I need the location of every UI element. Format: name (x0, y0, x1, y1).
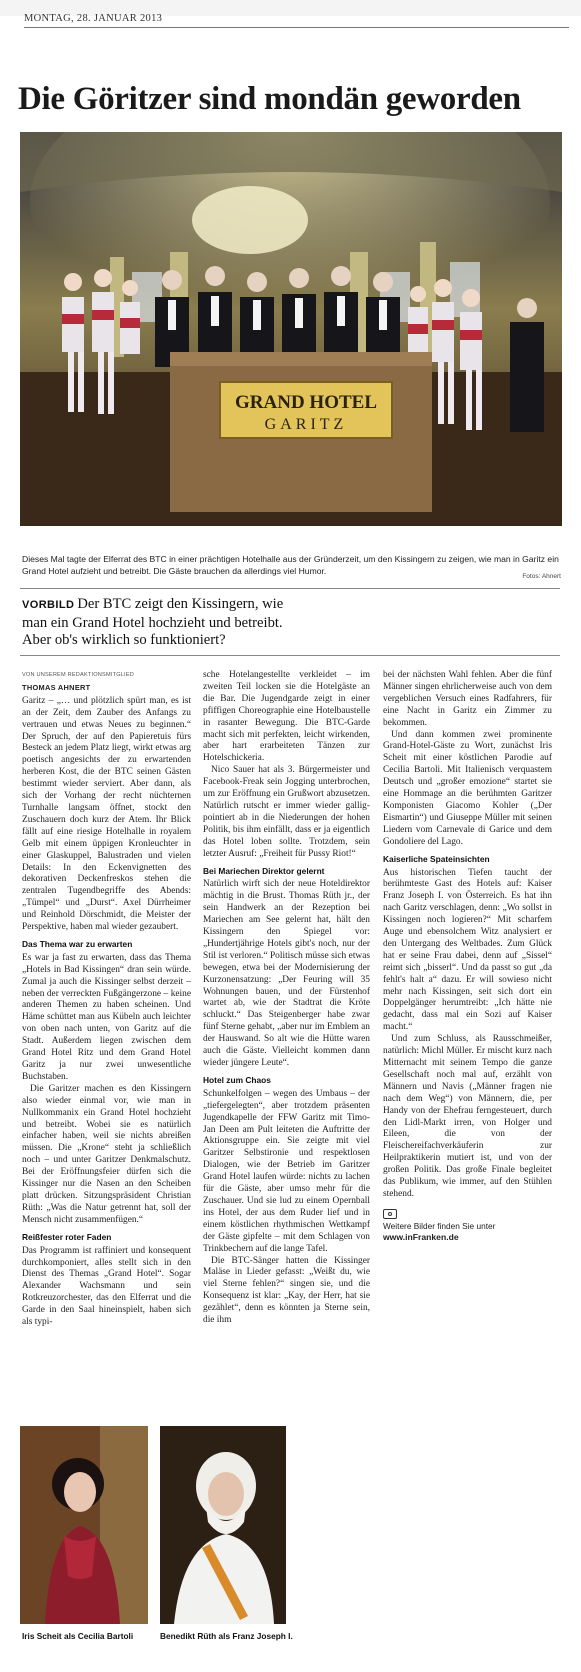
paragraph: Es war ja fast zu erwarten, dass das Thema „Hotels in Bad Kissingen“ dran sein würde. Zumal ja auch die Kissinger selbst derzeit – neben der verreckten Fußgängerzone – keine anderen Themen zu haben scheinen. Und Häme schüttet man aus Kübeln auch leichter von oben nach unten, von Garitz auf die Stadt. Außerdem liegen zwischen dem Grand Hotel Ritz und dem Grand Hotel Garitz ja nur zwei unwesentliche Buchstaben. (22, 952, 191, 1082)
sign-line-1: GRAND HOTEL (235, 392, 377, 413)
article-column-3 (383, 670, 552, 1243)
more-photos-label: Weitere Bilder finden Sie unter (383, 1220, 496, 1231)
paragraph: Garitz – „… und plötzlich spürt man, es ist an der Zeit, dem Zauber des Anfangs zu vertrauen und etwas Neues zu beginnen.“ Der Spruch, der auf den Papieretuis fürs Besteck an jedem Platz liegt, wirkt etwas arg poetisch angesichts der zu erwartenden herberen Kost, die der BTC seinen Gästen bestimmt wieder serviert. Aber dann, als sich der Vorhang der recht nüchternen Turnhalle langsam öffnet, stockt den Zuschauern doch kurz der Atem. Ihr Blick fällt auf eine riesige Hotelhalle in royalem Gelb mit einem üppigen Kronleuchter in einer Glaskuppel, Balustraden und vielen Details: In den Eckenvignetten des dekorativen Deckenfreskos stehen die zentralen Tugendbegriffe des Abends: „Tümpel“ und „Durst“. Axel Dürrheimer und Reinhold Dörschmidt, die Meister der Perspektive, haben mal wieder gezaubert. (22, 695, 191, 933)
paragraph: sche Hotelangestellte verkleidet – im zweiten Teil locken sie die Hotelgäste an die Bar. Die Jugendgarde zeigt in einer pfiffigen Choreographie eine Hotelbaustelle in rasanter Bewegung. Die BTC-Garde macht sich mit perfekten, leicht wirkenden, aber hart erarbeiteten Tänzen zur Hotelschickeria. (203, 670, 370, 764)
subheading: Hotel zum Chaos (203, 1074, 271, 1085)
issue-date: MONTAG, 28. JANUAR 2013 (24, 10, 569, 28)
stage-illustration (20, 132, 562, 526)
article-column-1 (22, 670, 191, 1329)
photo-caption: Benedikt Rüth als Franz Joseph I. (160, 1631, 293, 1641)
paragraph: Schunkelfolgen – wegen des Umbaus – der „tiefergelegten“, aber trotzdem präsenten Jugendkapelle der FFW Garitz mit Timo-Jan Deen am Pult leiteten die Auftritte der Aktionsgruppe ein. Sie zeigte mit viel Garitzer Selbstironie und respektlosen Dialogen, wie der Betrieb im Garitzer Grand Hotel laufen würde: nichts zu lachen für die Gäste, aber umso mehr für die Zuschauer. Und sie lud zu einem Opernball ins Hotel, der aus dem Ruder lief und in einem köstlichen rhythmischen Wettkampf der Gäste gipfelte – mit dem Schlagen von Trinkbechern auf die lange Tafel. (203, 1088, 370, 1254)
byline-label: VON UNSEREM REDAKTIONSMITGLIED (22, 672, 134, 678)
subheading: Kaiserliche Spateinsichten (383, 853, 490, 864)
byline-author: THOMAS AHNERT (22, 682, 91, 692)
photo-caption: Iris Scheit als Cecilia Bartoli (22, 1631, 134, 1641)
paragraph: Die BTC-Sänger hatten die Kissinger Maläse in Lieder gefasst: „Weißt du, wie viel Sterne fehlen?“ singen sie, und die Konsequenz ist klar: „Kay, der Herr, hat sie gezählet“, denn es könnten ja Sterne sein, die ihm (203, 1255, 370, 1326)
article-headline: Die Göritzer sind mondän geworden (18, 81, 521, 117)
photo-caption: Dieses Mal tagte der Elferrat des BTC in einer prächtigen Hotelhalle aus der Gründerzeit, um den Kissingern zu zeigen, wie man in Garitz ein Grand Hotel aufzieht und betreibt. Die Gäste brauchen da allerdings viel Humor. (22, 554, 559, 576)
paragraph: Das Programm ist raffiniert und konsequent durchkomponiert, alles stellt sich in den Dienst des Themas „Grand Hotel“. Sogar Alexander Wachsmann und sein Rotkreuzorchester, das den Elferrat und die Garde in den Saal hineinspielt, haben sich als typi- (22, 1245, 191, 1328)
paragraph: bei der nächsten Wahl fehlen. Aber die fünf Männer singen ehrlicherweise auch von dem vergeblichen Versuch eines Radfahrers, für eine Nacht in Garitz ein Zimmer zu bekommen. (383, 670, 552, 728)
subheading: Bei Mariechen Direktor gelernt (203, 865, 325, 876)
photo-benedikt-rueth (160, 1426, 286, 1624)
photo-credit: Fotos: Ahnert (522, 573, 561, 580)
paragraph: Die Garitzer machen es den Kissingern also wieder einmal vor, wie man in Nullkommanix ein Grand Hotel hochzieht und betreibt. Wobei sie es natürlich einfacher haben, weil sie nichts abreißen müssen. Die „Krone“ steht ja schließlich noch – und unter Garitzer Denkmalschutz. Bei der Eröffnungsfeier dürfen sich die Kissinger nur die Nasen an den Scheiben platt drücken. Sitzungspräsident Christian Rüth: „Was die Natur getrennt hat, soll der Mensch nicht zusammenfügen.“ (22, 1083, 191, 1225)
article-column-2 (203, 670, 370, 1327)
subheading: Reißfester roter Faden (22, 1231, 112, 1242)
article-lead (22, 596, 292, 650)
paragraph: Nico Sauer hat als 3. Bürgermeister und Facebook-Freak sein Jogging unterbrochen, um zur Eröffnung ein Grußwort abzusetzen. Natürlich rutscht er immer wieder gallig-pointiert ab in die Niederungen der hohen Politik, bis ihm einfällt, dass er ja eigentlich das Hotel loben sollte. Trotzdem, sein letzter Ausruf: „Freiheit für Pussy Riot!“ (203, 765, 370, 859)
divider (20, 588, 560, 589)
paragraph: Aus historischen Tiefen taucht der berühmteste Gast des Hotels auf: Kaiser Franz Joseph I. von Österreich. Es hat ihn nach Garitz verschlagen, denn: „Wo sollst in Kissingen noch logieren?“ Mit scharfem Auge und ebensolchem Witz analysiert er den Untergang des Weltbades. Zum Glück hat er seine Frau dabei, denn auf „Sissel“ reimt sich „bisserl“. Und da passt so gut „da fehlt's halt a“ dazu. Er will sowieso nicht mehr nach Kissingen, seit sich dort ein Doppelgänger herumtreibt: „Ich hätte nie gedacht, dass mal ein Sozi auf Kaiser macht.“ (383, 867, 552, 1033)
more-photos (383, 1209, 552, 1243)
more-photos-link[interactable]: www.inFranken.de (383, 1231, 459, 1242)
lead-kicker: VORBILD (22, 599, 75, 611)
subheading: Das Thema war zu erwarten (22, 938, 133, 949)
camera-icon (383, 1209, 397, 1219)
sign-line-2: GARITZ (264, 416, 348, 433)
paragraph: Und dann kommen zwei prominente Grand-Hotel-Gäste zu Wort, zunächst Iris Scheit mit einer köstlichen Parodie auf Cecilia Bartoli. Mit Italienisch verquastem Deutsch und „großer emozione“ startet sie eine Hommage an die berühmten Garitzer Komponisten Giacomo Kohler („Der Eismartin“) und Giuseppe Müller mit seinen Liedern vom Carnevale di Garice und dem Gondoliere del Lago. (383, 729, 552, 847)
lead-text: Der BTC zeigt den Kissingern, wie man ein Grand Hotel hochzieht und betreibt. Aber ob's wirklich so funktioniert? (22, 596, 284, 648)
main-photo (20, 132, 562, 526)
paragraph: Und zum Schluss, als Rausschmeißer, natürlich: Michl Müller. Er mischt kurz nach Mitternacht mit seinem Tempo die ganze Gesellschaft noch mal auf, erzählt von Männern und Navis („Männer fragen nie nach dem Weg“) von Männern, die, per Handy von der Ehefrau ferngesteuert, durch den Lidl-Markt irren, von Holger und Eileen, die von der Fleischereifachverkäuferin zur Heilpraktikerin mutiert ist, und von der großen Politik. Das große Finale begleitet das Publikum, wie immer, auf den Stühlen stehend. (383, 1034, 552, 1199)
paragraph: Natürlich wirft sich der neue Hoteldirektor mächtig in die Brust. Thomas Rüth jr., der sein Handwerk an der Rezeption bei Mariechen am See gelernt hat, hält den Kissingern den Spiegel vor: „Hundertjährige Hotels gibt's noch, nur der Stil ist verloren.“ Politisch müsse sich etwas bewegen, etwa bei der Modernisierung der Kurzonensatzung: „Der Feuring will 35 Wohnungen bauen, und der Fürstenhof wartet ab, wie der Stadtrat die Kröte schluckt.“ Das Steigenberger habe zwar fünf Sterne gehabt, „aber nur im Emblem an der Hauswand. So alt wie die Hütte waren auch die Gäste. Vielleicht kommen dann wieder jüngere Leute“. (203, 879, 370, 1068)
photo-iris-scheit (20, 1426, 148, 1624)
divider (20, 655, 560, 656)
